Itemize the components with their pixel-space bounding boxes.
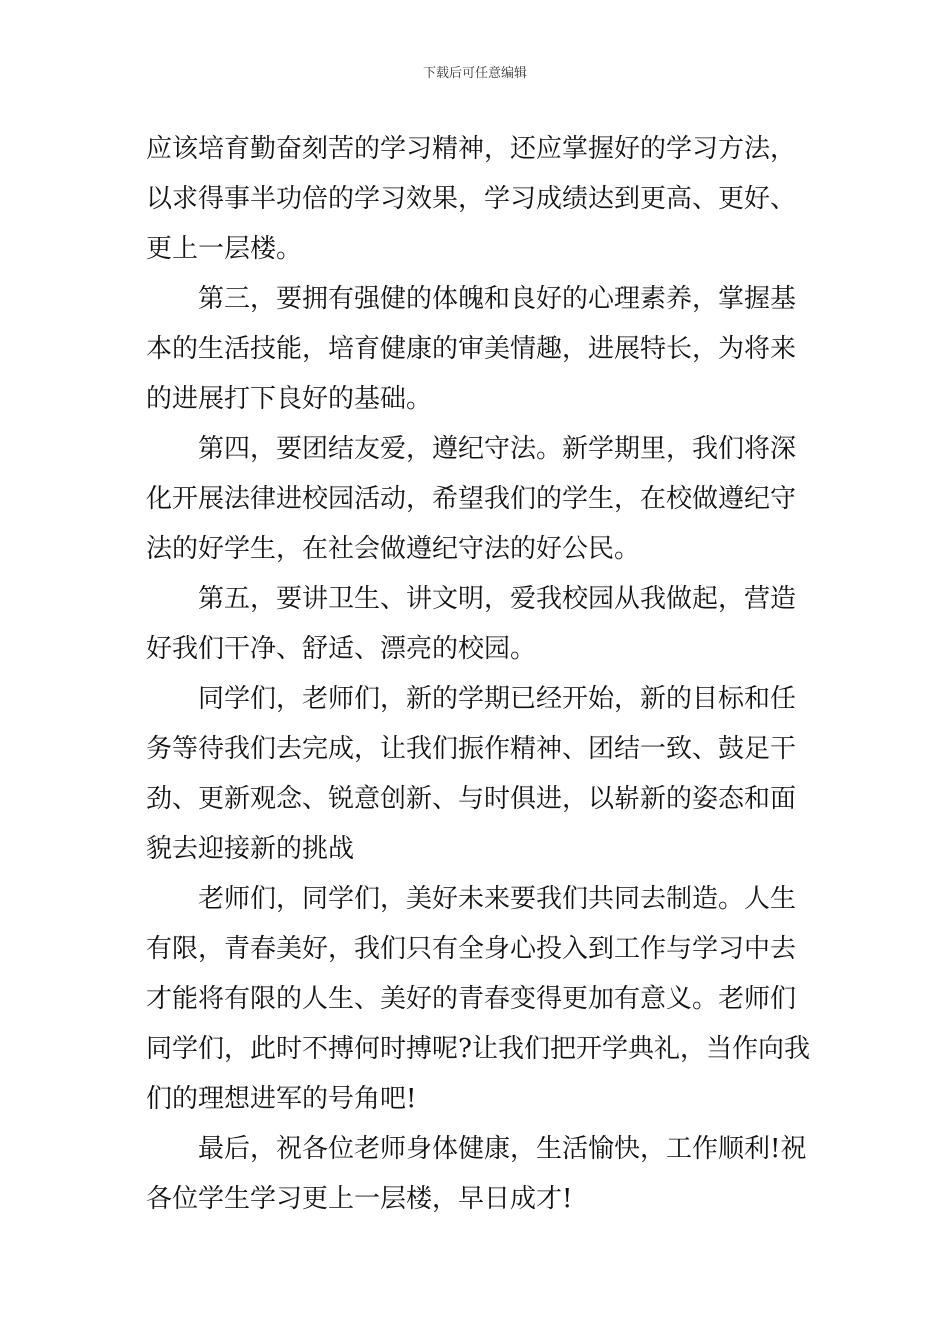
page-header-note: 下载后可任意编辑 <box>422 66 527 81</box>
paragraph-fifth-point: 第五，要讲卫生、讲文明，爱我校园从我做起，营造好我们干净、舒适、漂亮的校园。 <box>146 584 797 664</box>
paragraph-fourth-point: 第四，要团结友爱，遵纪守法。新学期里，我们将深化开展法律进校园活动，希望我们的学生，在校做遵纪守法的好学生，在社会做遵纪守法的好公民。 <box>146 434 797 564</box>
paragraph-continuation: 应该培育勤奋刻苦的学习精神，还应掌握好的学习方法，以求得事半功倍的学习效果，学习成绩达到更高、更好、更上一层楼。 <box>146 134 797 264</box>
paragraph-third-point: 第三，要拥有强健的体魄和良好的心理素养，掌握基本的生活技能，培育健康的审美情趣，进展特长，为将来的进展打下良好的基础。 <box>146 284 797 414</box>
document-body <box>146 124 810 1224</box>
paragraph-call-to-action: 同学们，老师们，新的学期已经开始，新的目标和任务等待我们去完成，让我们振作精神、团结一致、鼓足干劲、更新观念、锐意创新、与时俱进，以崭新的姿态和面貌去迎接新的挑战 <box>146 684 797 864</box>
paragraph-future: 老师们，同学们，美好未来要我们共同去制造。人生有限，青春美好，我们只有全身心投入到工作与学习中去才能将有限的人生、美好的青春变得更加有意义。老师们同学们，此时不搏何时搏呢?让我们把开学典礼，当作向我们的理想进军的号角吧! <box>146 884 810 1114</box>
paragraph-closing-wishes: 最后，祝各位老师身体健康，生活愉快，工作顺利!祝各位学生学习更上一层楼，早日成才! <box>146 1134 807 1214</box>
